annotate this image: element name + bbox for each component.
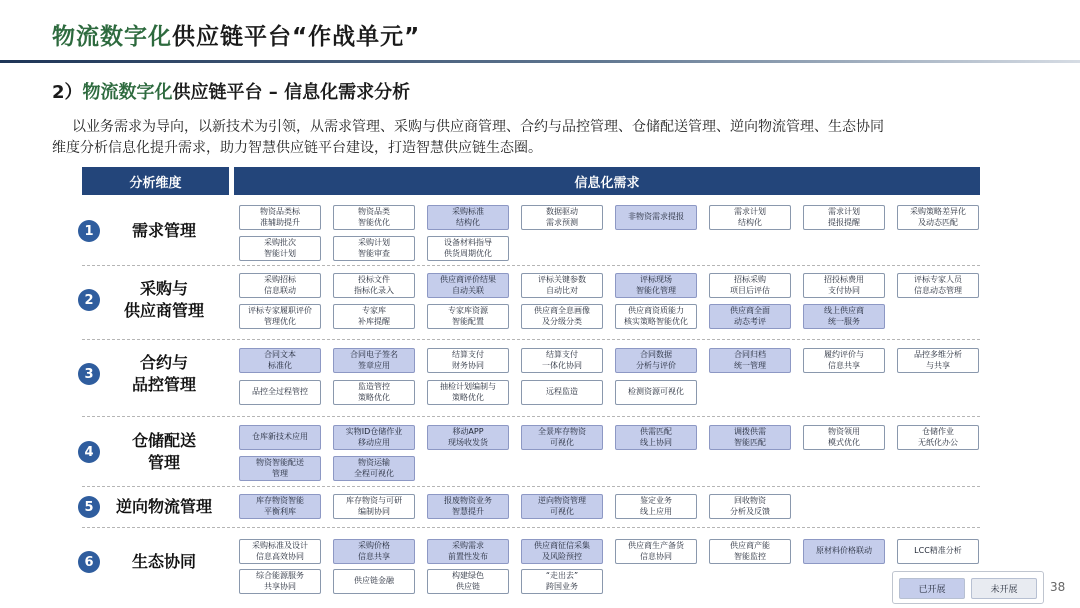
row-separator	[82, 339, 980, 340]
requirement-text: 合同文本 标准化	[264, 350, 296, 370]
requirement-text: 线上供应商 统一服务	[824, 306, 864, 326]
requirement-text: 非物资需求提报	[628, 212, 684, 222]
requirement-cell	[239, 205, 321, 230]
requirement-cell	[427, 236, 509, 261]
requirement-text: 报废物资业务 智慧提升	[444, 496, 492, 516]
requirement-cell	[709, 304, 791, 329]
requirement-text: 供应商全面 动态考评	[730, 306, 770, 326]
requirement-text: 采购标准 结构化	[452, 207, 484, 227]
requirement-cell	[709, 273, 791, 298]
requirement-cell	[803, 539, 885, 564]
requirement-text: 调拨供需 智能匹配	[734, 427, 766, 447]
requirement-cell	[897, 425, 979, 450]
slide-title-rest: 供应链平台“作战单元”	[172, 24, 421, 50]
requirement-text: 需求计划 结构化	[734, 207, 766, 227]
legend-done: 已开展	[899, 578, 965, 599]
requirement-cell	[333, 236, 415, 261]
requirement-text: 供应链金融	[354, 576, 394, 586]
dimension-label: 生态协同	[131, 552, 196, 571]
requirement-cell	[333, 456, 415, 481]
requirement-cell	[615, 425, 697, 450]
requirement-cell	[239, 456, 321, 481]
dimension-number-badge: 2	[78, 289, 100, 311]
dimension-label: 采购与 供应商管理	[123, 279, 204, 320]
dimension-number-badge: 6	[78, 551, 100, 573]
requirement-cell	[333, 348, 415, 373]
requirement-cell	[803, 205, 885, 230]
requirement-text: 专家库 补库提醒	[358, 306, 390, 326]
requirement-cell	[239, 539, 321, 564]
requirement-cell	[615, 539, 697, 564]
requirement-cell	[709, 539, 791, 564]
requirement-text: 品控全过程管控	[252, 387, 308, 397]
requirement-cell	[521, 380, 603, 405]
dimension-number-badge: 4	[78, 441, 100, 463]
subtitle-prefix: 2）	[52, 82, 83, 103]
requirement-text: 检测资源可视化	[628, 387, 684, 397]
requirement-cell	[521, 425, 603, 450]
requirement-text: 评标现场 智能化管理	[636, 275, 676, 295]
requirement-cell	[897, 348, 979, 373]
dimension-6	[78, 540, 228, 584]
requirement-cell	[333, 569, 415, 594]
requirement-text: 投标文件 指标化录入	[354, 275, 394, 295]
requirement-cell	[427, 205, 509, 230]
requirement-cell	[521, 494, 603, 519]
requirement-cell	[803, 273, 885, 298]
requirement-text: 供应商产能 智能监控	[730, 541, 770, 561]
requirement-cell	[239, 348, 321, 373]
requirement-cell	[239, 569, 321, 594]
requirement-text: 评标专家人员 信息动态管理	[914, 275, 962, 295]
intro-line-2: 维度分析信息化提升需求，助力智慧供应链平台建设，打造智慧供应链生态圈。	[52, 140, 542, 156]
requirement-cell	[615, 205, 697, 230]
requirement-cell	[615, 348, 697, 373]
requirement-text: 采购策略差异化 及动态匹配	[910, 207, 966, 227]
requirement-text: 供应商评价结果 自动关联	[440, 275, 496, 295]
dimension-1	[78, 209, 228, 253]
requirement-text: 原材料价格联动	[816, 546, 872, 556]
requirement-text: 结算支付 一体化协同	[542, 350, 582, 370]
dimension-number-badge: 5	[78, 496, 100, 518]
requirement-text: 数据驱动 需求预测	[546, 207, 578, 227]
requirement-cell	[521, 273, 603, 298]
requirement-text: 鉴定业务 线上应用	[640, 496, 672, 516]
requirement-text: 移动APP 现场收发货	[448, 427, 488, 447]
requirement-cell	[521, 348, 603, 373]
requirement-text: 采购计划 智能审查	[358, 238, 390, 258]
requirement-text: 专家库资源 智能配置	[448, 306, 488, 326]
requirement-text: 合同电子签名 签章应用	[350, 350, 398, 370]
row-separator	[82, 265, 980, 266]
requirement-text: 供应商征信采集 及风险预控	[534, 541, 590, 561]
subtitle-rest: 供应链平台 – 信息化需求分析	[172, 82, 411, 103]
dimension-3	[78, 352, 228, 396]
requirement-text: 供需匹配 线上协同	[640, 427, 672, 447]
requirement-text: 供应商资质能力 核实策略智能优化	[624, 306, 688, 326]
requirement-text: 库存物资与可研 编制协同	[346, 496, 402, 516]
requirement-cell	[333, 539, 415, 564]
requirement-cell	[239, 273, 321, 298]
requirement-cell	[897, 539, 979, 564]
requirement-text: LCC精准分析	[914, 546, 962, 556]
requirement-text: 设备材料指导 供货周期优化	[444, 238, 492, 258]
legend-not-started: 未开展	[971, 578, 1037, 599]
requirement-text: 回收物资 分析及反馈	[730, 496, 770, 516]
requirement-text: 逆向物资管理 可视化	[538, 496, 586, 516]
requirement-cell	[897, 205, 979, 230]
requirement-cell	[615, 380, 697, 405]
requirement-text: 库存物资智能 平衡利库	[256, 496, 304, 516]
requirement-text: 物资智能配送 管理	[256, 458, 304, 478]
requirement-cell	[803, 425, 885, 450]
requirement-cell	[333, 205, 415, 230]
requirement-text: 采购批次 智能计划	[264, 238, 296, 258]
dimension-2	[78, 278, 228, 322]
requirement-cell	[427, 569, 509, 594]
dimension-5	[78, 485, 228, 529]
requirement-cell	[615, 273, 697, 298]
requirement-text: 物资领用 模式优化	[828, 427, 860, 447]
requirement-text: 评标专家履职评价 管理优化	[248, 306, 312, 326]
requirement-text: 全景库存物资 可视化	[538, 427, 586, 447]
legend	[892, 571, 1044, 604]
requirement-text: 需求计划 提报提醒	[828, 207, 860, 227]
requirement-text: 采购价格 信息共享	[358, 541, 390, 561]
header-it-requirements: 信息化需求	[234, 167, 980, 195]
subtitle-highlight: 物流数字化	[82, 82, 173, 103]
requirement-cell	[897, 273, 979, 298]
requirement-cell	[521, 304, 603, 329]
requirement-text: 物资品类 智能优化	[358, 207, 390, 227]
requirement-cell	[427, 273, 509, 298]
header-analysis-dimension: 分析维度	[82, 167, 229, 195]
requirement-text: 仓库新技术应用	[252, 432, 308, 442]
title-divider	[0, 60, 1080, 63]
slide-title	[52, 18, 420, 51]
requirement-cell	[239, 425, 321, 450]
requirement-text: 招投标费用 支付协同	[824, 275, 864, 295]
requirement-cell	[709, 494, 791, 519]
requirement-cell	[427, 380, 509, 405]
requirement-cell	[521, 569, 603, 594]
requirement-text: 供应商生产备货 信息协同	[628, 541, 684, 561]
requirement-cell	[333, 273, 415, 298]
requirement-cell	[521, 539, 603, 564]
dimension-label: 合约与 品控管理	[131, 353, 196, 394]
requirement-cell	[239, 304, 321, 329]
requirement-cell	[615, 494, 697, 519]
requirement-text: 远程监造	[546, 387, 578, 397]
requirement-cell	[521, 205, 603, 230]
requirement-text: 品控多维分析 与共享	[914, 350, 962, 370]
requirement-cell	[239, 236, 321, 261]
dimension-number-badge: 1	[78, 220, 100, 242]
requirement-cell	[427, 348, 509, 373]
requirement-text: 构建绿色 供应链	[452, 571, 484, 591]
requirement-text: 评标关键参数 自动比对	[538, 275, 586, 295]
requirement-text: 采购招标 信息联动	[264, 275, 296, 295]
requirement-cell	[427, 304, 509, 329]
requirement-cell	[427, 539, 509, 564]
requirement-text: 仓储作业 无纸化办公	[918, 427, 958, 447]
section-subtitle	[52, 78, 410, 104]
dimension-4	[78, 430, 228, 474]
requirement-cell	[709, 348, 791, 373]
requirement-text: 合同归档 统一管理	[734, 350, 766, 370]
requirement-cell	[803, 348, 885, 373]
page-number: 38	[1050, 580, 1066, 594]
requirement-text: 物资品类标 准辅助提升	[260, 207, 300, 227]
requirement-cell	[427, 494, 509, 519]
requirement-cell	[427, 425, 509, 450]
dimension-label: 逆向物流管理	[115, 497, 212, 516]
requirement-cell	[709, 425, 791, 450]
requirement-text: 供应商全息画像 及分级分类	[534, 306, 590, 326]
dimension-number-badge: 3	[78, 363, 100, 385]
dimension-label: 仓储配送 管理	[131, 431, 196, 472]
intro-line-1: 以业务需求为导向，以新技术为引领，从需求管理、采购与供应商管理、合约与品控管理、仓储配送管理、逆向物流管理、生态协同	[72, 119, 884, 135]
requirement-cell	[803, 304, 885, 329]
requirement-text: 监造管控 策略优化	[358, 382, 390, 402]
requirement-cell	[333, 304, 415, 329]
requirement-cell	[239, 380, 321, 405]
requirement-cell	[333, 494, 415, 519]
requirement-cell	[239, 494, 321, 519]
requirement-text: 综合能源服务 共享协同	[256, 571, 304, 591]
requirement-cell	[333, 380, 415, 405]
requirement-text: 抽检计划编制与 策略优化	[440, 382, 496, 402]
requirement-text: 实物ID仓储作业 移动应用	[345, 427, 403, 447]
requirement-cell	[709, 205, 791, 230]
requirement-text: 合同数据 分析与评价	[636, 350, 676, 370]
requirement-cell	[333, 425, 415, 450]
slide-title-highlight: 物流数字化	[52, 24, 172, 50]
row-separator	[82, 416, 980, 417]
requirement-cell	[615, 304, 697, 329]
requirement-text: 物资运输 全程可视化	[354, 458, 394, 478]
dimension-label: 需求管理	[131, 221, 196, 240]
requirement-text: 结算支付 财务协同	[452, 350, 484, 370]
intro-paragraph	[52, 117, 1022, 159]
requirement-text: 采购标准及设计 信息高效协同	[252, 541, 308, 561]
requirement-text: “走出去” 跨国业务	[545, 571, 579, 591]
requirement-text: 招标采购 项目后评估	[730, 275, 770, 295]
requirement-text: 履约评价与 信息共享	[824, 350, 864, 370]
requirement-text: 采购需求 前置性发布	[448, 541, 488, 561]
